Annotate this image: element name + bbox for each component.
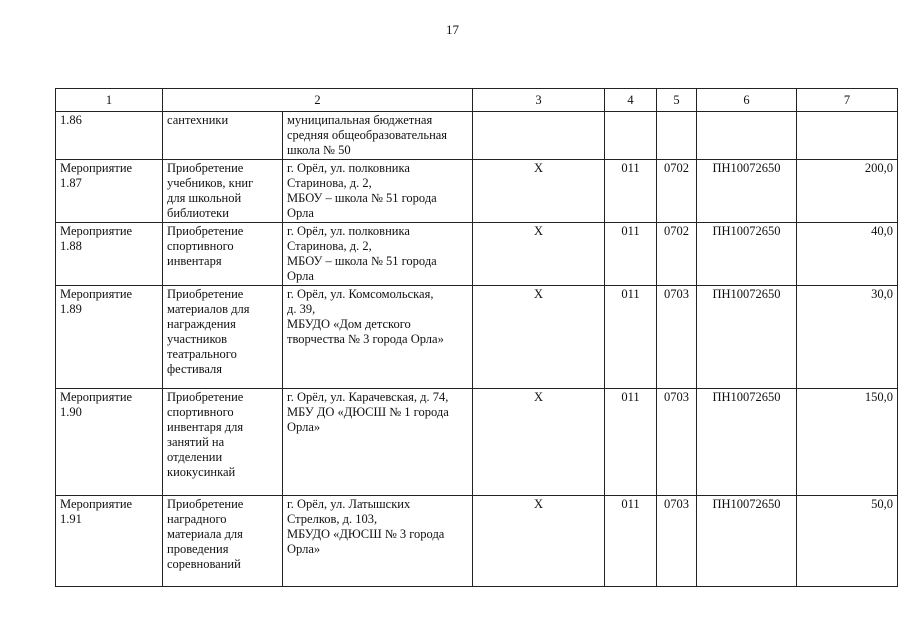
measure-cell: 1.86 [56,112,163,160]
header-cell-6: 6 [697,89,797,112]
col3-cell: X [473,389,605,496]
address-cell: г. Орёл, ул. Латышских Стрелков, д. 103, МБУДО «ДЮСШ № 3 города Орла» [283,496,473,587]
col4-cell: 011 [605,223,657,286]
col7-cell [797,112,898,160]
col5-cell: 0703 [657,389,697,496]
col5-cell: 0702 [657,160,697,223]
col7-cell: 30,0 [797,286,898,389]
name-cell: Приобретение спортивного инвентаря для занятий на отделении киокусинкай [163,389,283,496]
col6-cell: ПН10072650 [697,286,797,389]
col5-cell: 0703 [657,286,697,389]
col6-cell: ПН10072650 [697,223,797,286]
col7-cell: 150,0 [797,389,898,496]
col4-cell: 011 [605,286,657,389]
measure-cell: Мероприятие 1.88 [56,223,163,286]
name-cell: Приобретение материалов для награждения участников театрального фестиваля [163,286,283,389]
col3-cell: X [473,223,605,286]
col7-cell: 200,0 [797,160,898,223]
address-cell: г. Орёл, ул. полковника Старинова, д. 2, МБОУ – школа № 51 города Орла [283,223,473,286]
header-cell-4: 4 [605,89,657,112]
table-row [56,496,898,587]
table-row [56,286,898,389]
page-number: 17 [446,22,459,37]
header-cell-3: 3 [473,89,605,112]
col4-cell [605,112,657,160]
col3-cell: X [473,160,605,223]
table-row [56,160,898,223]
col5-cell: 0702 [657,223,697,286]
col6-cell [697,112,797,160]
col4-cell: 011 [605,389,657,496]
col3-cell: X [473,286,605,389]
col5-cell [657,112,697,160]
col4-cell: 011 [605,496,657,587]
header-cell-2: 2 [163,89,473,112]
col7-cell: 40,0 [797,223,898,286]
col3-cell: X [473,496,605,587]
table-row [56,223,898,286]
table-header-row [56,89,898,112]
name-cell: сантехники [163,112,283,160]
table-row [56,389,898,496]
address-cell: муниципальная бюджетная средняя общеобразовательная школа № 50 [283,112,473,160]
name-cell: Приобретение спортивного инвентаря [163,223,283,286]
col7-cell: 50,0 [797,496,898,587]
measure-cell: Мероприятие 1.90 [56,389,163,496]
measure-cell: Мероприятие 1.89 [56,286,163,389]
name-cell: Приобретение наградного материала для проведения соревнований [163,496,283,587]
col4-cell: 011 [605,160,657,223]
col6-cell: ПН10072650 [697,389,797,496]
table-row [56,112,898,160]
col5-cell: 0703 [657,496,697,587]
measure-cell: Мероприятие 1.91 [56,496,163,587]
measure-cell: Мероприятие 1.87 [56,160,163,223]
address-cell: г. Орёл, ул. Комсомольская, д. 39, МБУДО «Дом детского творчества № 3 города Орла» [283,286,473,389]
col3-cell [473,112,605,160]
address-cell: г. Орёл, ул. полковника Старинова, д. 2, МБОУ – школа № 51 города Орла [283,160,473,223]
header-cell-1: 1 [56,89,163,112]
header-cell-7: 7 [797,89,898,112]
name-cell: Приобретение учебников, книг для школьной библиотеки [163,160,283,223]
address-cell: г. Орёл, ул. Карачевская, д. 74, МБУ ДО «ДЮСШ № 1 города Орла» [283,389,473,496]
col6-cell: ПН10072650 [697,160,797,223]
header-cell-5: 5 [657,89,697,112]
measures-table [55,88,898,587]
col6-cell: ПН10072650 [697,496,797,587]
